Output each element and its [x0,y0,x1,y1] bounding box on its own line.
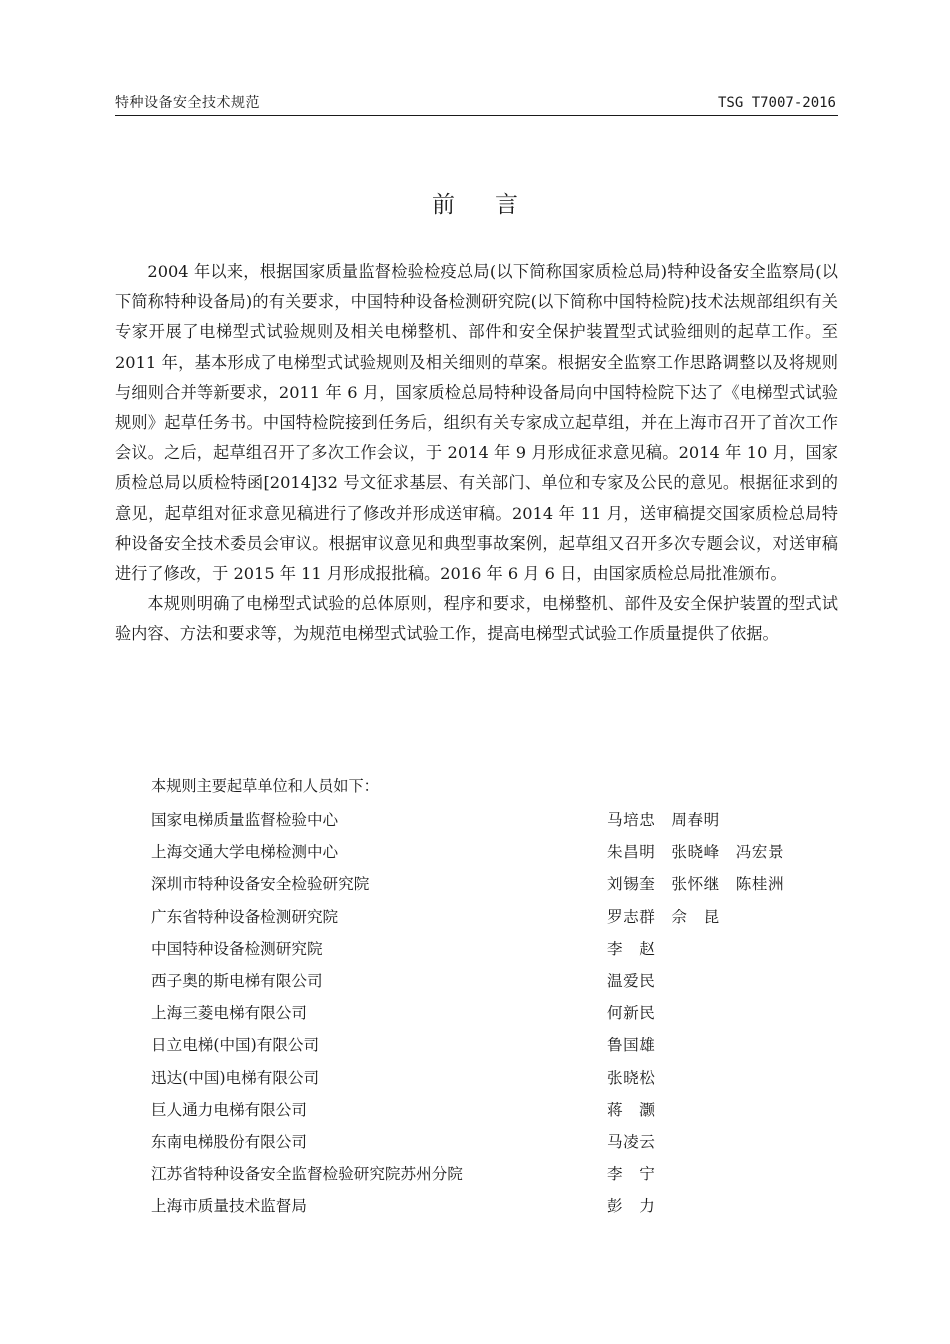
drafter-names: 马培忠 周春明 [607,811,720,829]
drafter-names: 李 宁 [607,1165,656,1184]
header-standard-code: TSG T7007-2016 [717,95,836,111]
preface-paragraph-2: 本规则明确了电梯型式试验的总体原则，程序和要求，电梯整机、部件及安全保护装置的型式试验内容、方法和要求等，为规范电梯型式试验工作，提高电梯型式试验工作质量提供了依据。 [115,594,838,644]
drafter-names: 李 赵 [607,939,656,958]
drafter-row [151,901,831,933]
drafter-row [151,965,831,997]
drafter-row [151,804,831,836]
drafter-organization: 广东省特种设备检测研究院 [151,907,339,926]
drafter-names: 张晓松 [607,1068,656,1087]
drafter-names: 罗志群 佘 昆 [607,907,720,926]
drafter-names: 何新民 [607,1004,656,1023]
drafters-intro: 本规则主要起草单位和人员如下： [151,777,379,795]
drafter-names: 刘锡奎 张怀继 陈桂洲 [607,875,785,894]
drafter-organization: 巨人通力电梯有限公司 [151,1100,307,1119]
drafter-row [151,997,831,1029]
drafter-organization: 上海市质量技术监督局 [151,1197,307,1216]
drafter-organization: 上海交通大学电梯检测中心 [151,843,339,862]
page-header [115,92,836,114]
header-spec-title: 特种设备安全技术规范 [115,95,260,111]
drafter-row [151,868,831,900]
page-title: 前言 [432,192,558,218]
drafter-row [151,933,831,965]
preface-paragraph-1: 2004 年以来，根据国家质量监督检验检疫总局(以下简称国家质检总局)特种设备安全监察局(以下简称特种设备局)的有关要求，中国特种设备检测研究院(以下简称中国特检院)技术法规部组织有关专家开展了电梯型式试验规则及相关电梯整机、部件和安全保护装置型式试验细则的起草工作。至 2011 年，基本形成了电梯型式试验规则及相关细则的草案。根据安全监察工作思路调整以及将规则与细则合并等新要求，2011 年 6 月，国家质检总局特种设备局向中国特检院下达了《电梯型式试验规则》起草任务书。中国特检院接到任务后，组织有关专家成立起草组，并在上海市召开了首次工作会议。之后，起草组召开了多次工作会议，于 2014 年 9 月形成征求意见稿。2014 年 10 月，国家质检总局以质检特函[2014]32 号文征求基层、有关部门、单位和专家及公民的意见。根据征求到的意见，起草组对征求意见稿进行了修改并形成送审稿。2014 年 11 月，送审稿提交国家质检总局特种设备安全技术委员会审议。根据审议意见和典型事故案例，起草组又召开多次专题会议，对送审稿进行了修改，于 2015 年 11 月形成报批稿。2016 年 6 月 6 日，由国家质检总局批准颁布。 [115,262,838,584]
drafter-names: 彭 力 [607,1197,656,1216]
drafter-names: 马凌云 [607,1132,656,1151]
drafter-organization: 迅达(中国)电梯有限公司 [151,1068,320,1087]
drafter-organization: 日立电梯(中国)有限公司 [151,1036,320,1055]
drafter-organization: 江苏省特种设备安全监督检验研究院苏州分院 [151,1165,463,1184]
drafter-names: 蒋 灏 [607,1100,656,1119]
drafter-organization: 国家电梯质量监督检验中心 [151,811,339,829]
drafter-organization: 东南电梯股份有限公司 [151,1132,307,1151]
drafter-organization: 中国特种设备检测研究院 [151,939,323,958]
drafter-organization: 上海三菱电梯有限公司 [151,1004,307,1023]
drafter-organization: 深圳市特种设备安全检验研究院 [151,875,370,894]
drafter-names: 温爱民 [607,971,656,990]
preface-body [115,257,838,650]
drafter-row [151,1062,831,1094]
drafter-row [151,1094,831,1126]
drafter-names: 鲁国雄 [607,1036,656,1055]
drafter-row [151,1158,831,1190]
drafters-list [151,804,831,1222]
header-divider [115,115,838,116]
drafter-row [151,1126,831,1158]
drafter-row [151,836,831,868]
drafter-organization: 西子奥的斯电梯有限公司 [151,971,323,990]
drafter-names: 朱昌明 张晓峰 冯宏景 [607,843,785,862]
drafter-row [151,1190,831,1222]
drafter-row [151,1029,831,1061]
